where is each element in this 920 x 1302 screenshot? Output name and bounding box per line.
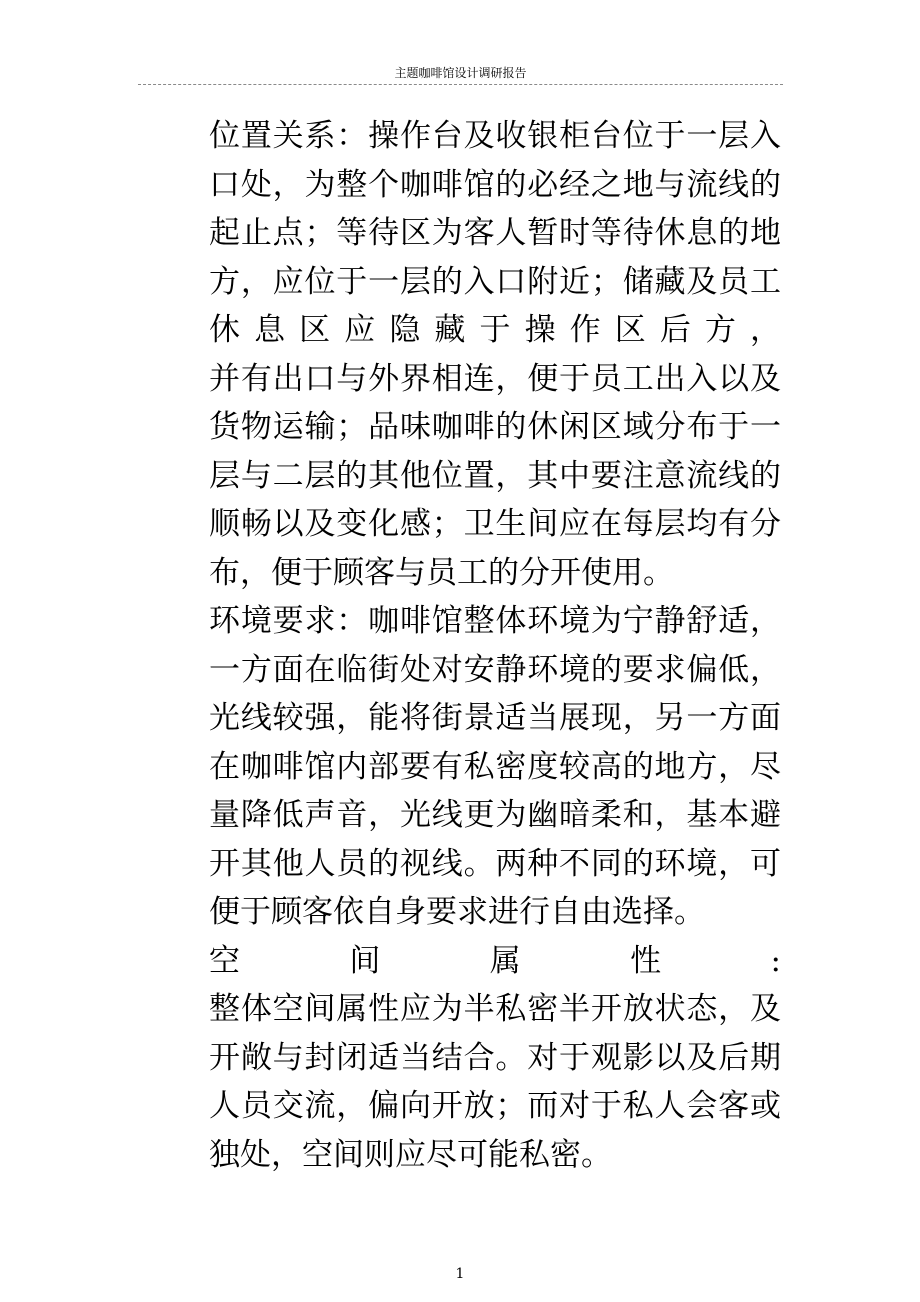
header-title: 主题咖啡馆设计调研报告 xyxy=(394,66,527,80)
paragraph-line: 光线较强，能将街景适当展现，另一方面 xyxy=(209,700,781,736)
paragraph-line xyxy=(209,112,781,161)
paragraph-line: 顺畅以及变化感；卫生间应在每层均有分 xyxy=(209,506,781,542)
paragraph-text: 操作台及收银柜台位于一层入 xyxy=(368,118,782,154)
paragraph-line: 口处，为整个咖啡馆的必经之地与流线的 xyxy=(209,166,781,203)
paragraph-line xyxy=(209,597,781,646)
paragraph-text: 咖啡馆整体环境为宁静舒适， xyxy=(368,603,782,639)
paragraph-line: 量降低声音，光线更为幽暗柔和，基本避 xyxy=(209,797,781,833)
paragraph-line: 货物运输；品味咖啡的休闲区域分布于一 xyxy=(209,409,781,445)
section-label-space: 空间属性: xyxy=(209,942,781,979)
paragraph-line: 开其他人员的视线。两种不同的环境，可 xyxy=(209,845,781,882)
paragraph-line: 整体空间属性应为半私密半开放状态，及 xyxy=(209,991,781,1027)
document-body xyxy=(209,112,781,1179)
paragraph-line: 休息区应隐藏于操作区后方， xyxy=(209,312,781,348)
paragraph-line: 独处，空间则应尽可能私密。 xyxy=(209,1136,612,1173)
page-header xyxy=(138,64,783,85)
paragraph-line: 方，应位于一层的入口附近；储藏及员工 xyxy=(209,263,781,300)
paragraph-line: 便于顾客依自身要求进行自由选择。 xyxy=(209,894,705,930)
paragraph-line: 一方面在临街处对安静环境的要求偏低， xyxy=(209,651,781,688)
section-label-environment: 环境要求： xyxy=(209,603,369,639)
paragraph-line: 布，便于顾客与员工的分开使用。 xyxy=(209,554,674,591)
paragraph-line: 并有出口与外界相连，便于员工出入以及 xyxy=(209,360,781,397)
paragraph-line: 层与二层的其他位置，其中要注意流线的 xyxy=(209,457,781,494)
paragraph-line: 开敞与封闭适当结合。对于观影以及后期 xyxy=(209,1039,781,1076)
paragraph-line: 人员交流，偏向开放；而对于私人会客或 xyxy=(209,1088,781,1124)
page-number: 1 xyxy=(455,1266,465,1282)
paragraph-line: 在咖啡馆内部要有私密度较高的地方，尽 xyxy=(209,748,781,785)
paragraph-line: 起止点；等待区为客人暂时等待休息的地 xyxy=(209,215,781,251)
section-label-location: 位置关系： xyxy=(209,118,369,154)
